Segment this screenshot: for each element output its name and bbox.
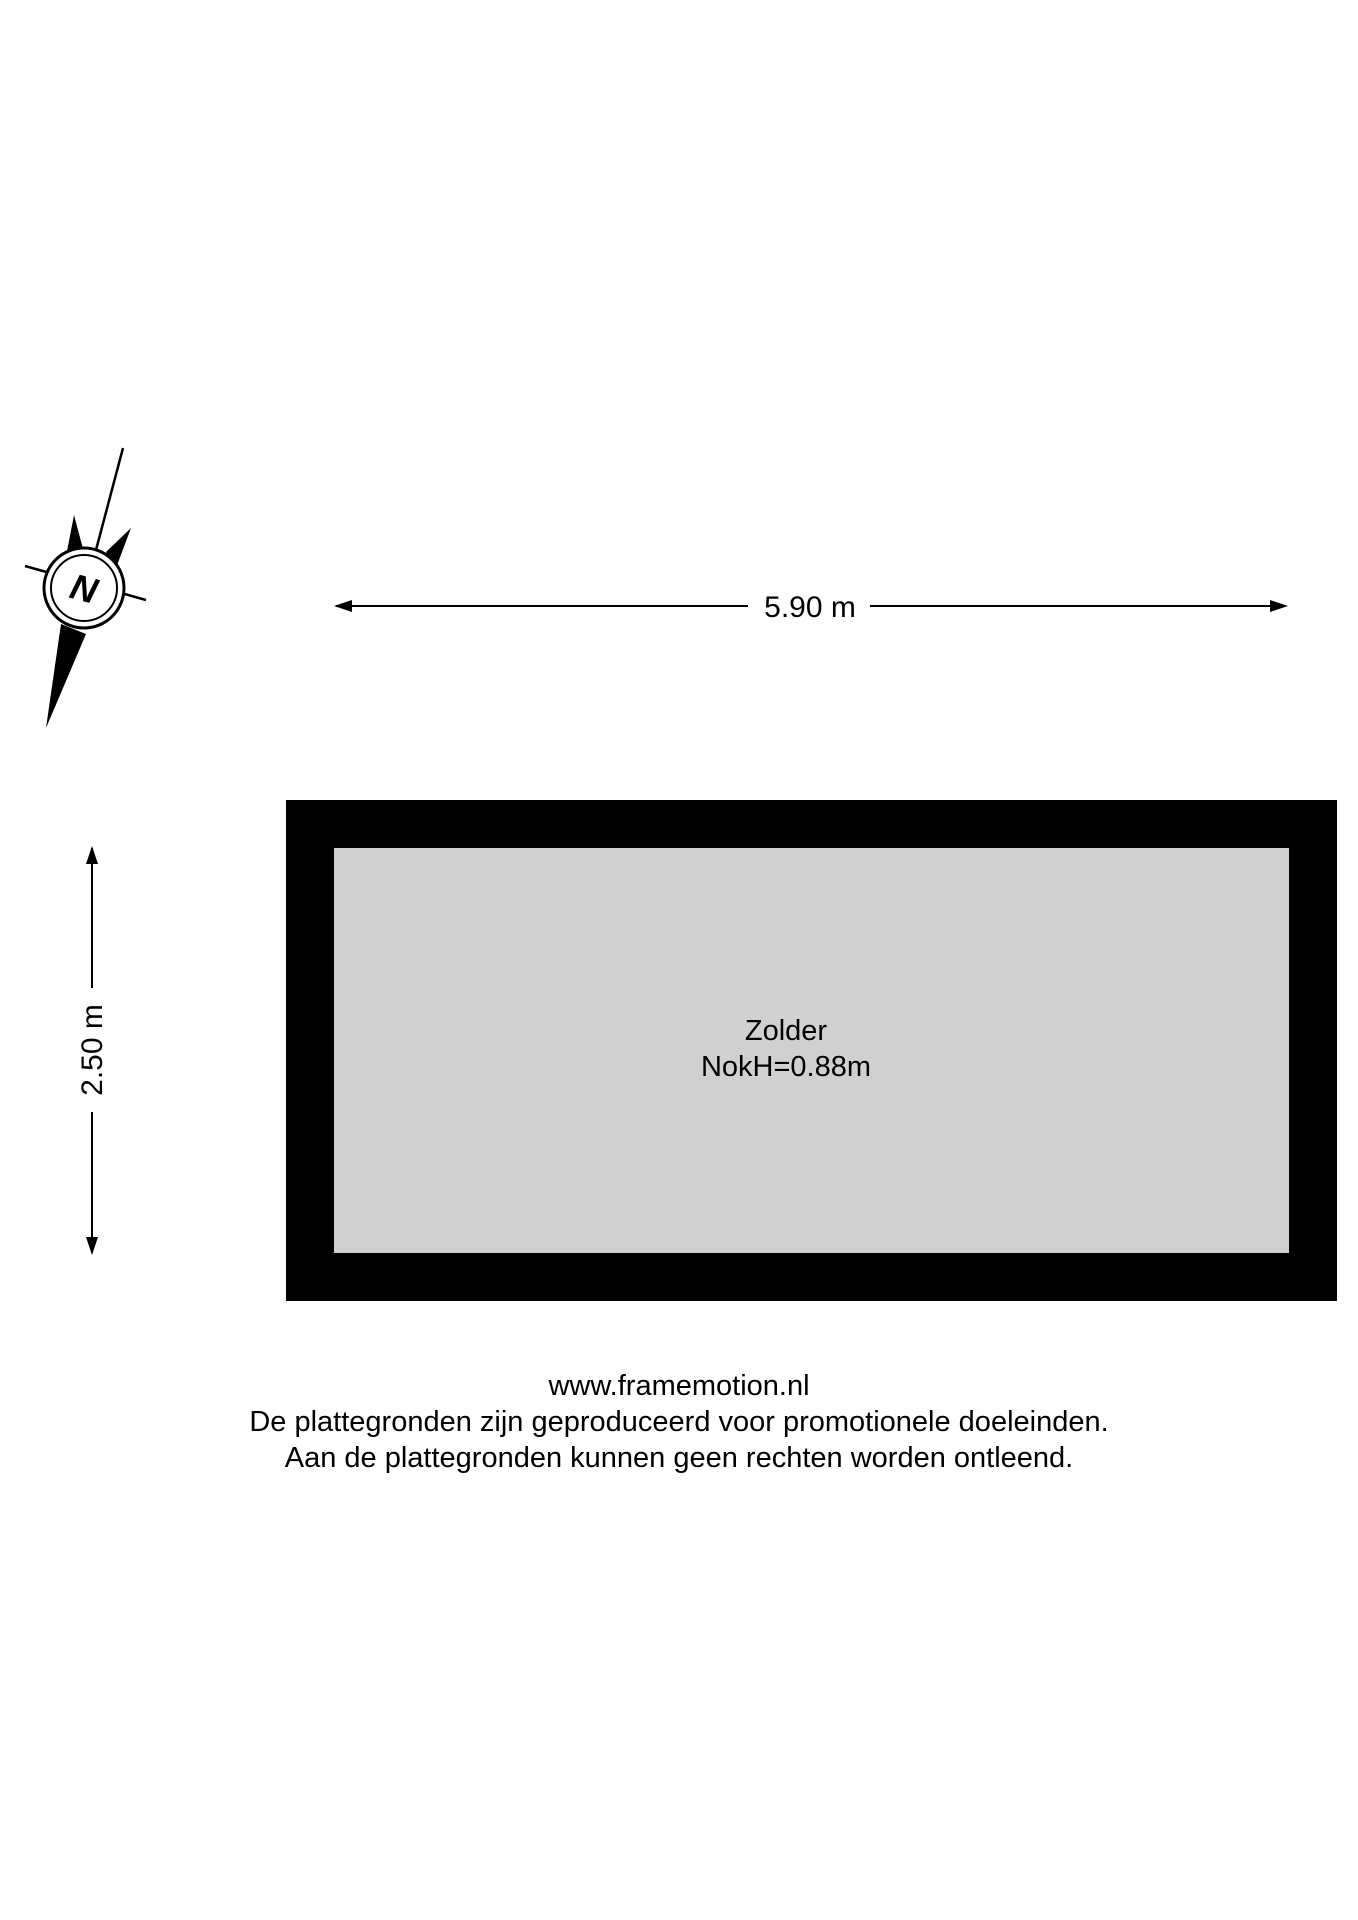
disclaimer-line-1: De plattegronden zijn geproduceerd voor promotionele doeleinden. bbox=[249, 1406, 1109, 1438]
room-name: Zolder bbox=[744, 1015, 828, 1047]
arrowhead-down-icon bbox=[86, 1237, 98, 1255]
height-dimension bbox=[76, 846, 109, 1255]
arrowhead-right-icon bbox=[1270, 600, 1288, 612]
arrowhead-left-icon bbox=[334, 600, 352, 612]
website-text: www.framemotion.nl bbox=[548, 1370, 810, 1402]
height-label: 2.50 m bbox=[76, 1004, 109, 1096]
footer bbox=[0, 1368, 1358, 1476]
disclaimer-line-2: Aan de plattegronden kunnen geen rechten worden ontleend. bbox=[284, 1442, 1074, 1474]
arrowhead-up-icon bbox=[86, 846, 98, 864]
compass-letter: N bbox=[66, 565, 102, 612]
width-label: 5.90 m bbox=[764, 591, 856, 624]
north-arrow-icon bbox=[25, 448, 146, 728]
room-ridge-height: NokH=0.88m bbox=[700, 1051, 872, 1083]
room-zolder bbox=[286, 800, 1337, 1301]
width-dimension bbox=[334, 591, 1288, 624]
